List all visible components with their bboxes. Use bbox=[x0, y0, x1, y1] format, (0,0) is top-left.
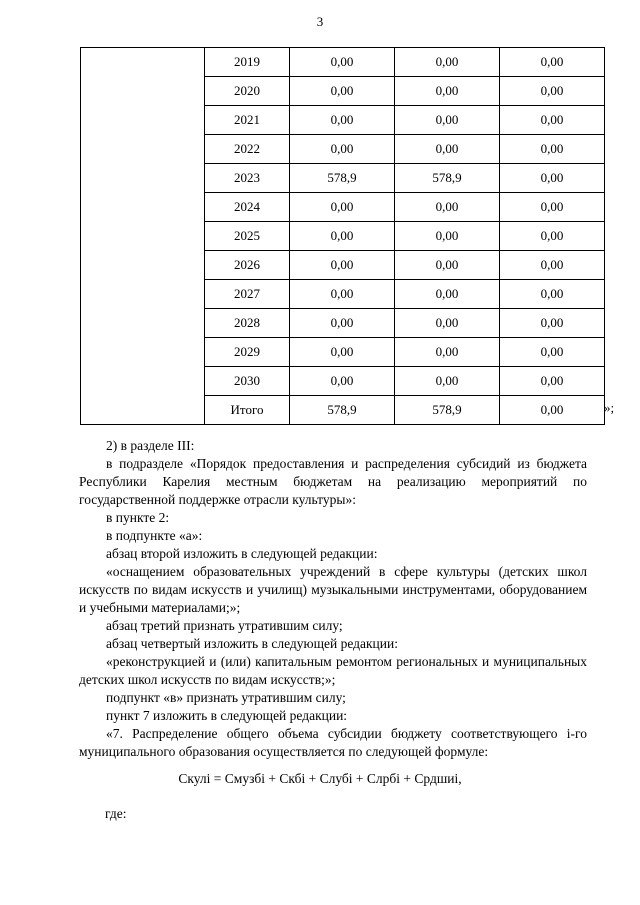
value-cell: 0,00 bbox=[500, 280, 605, 309]
value-cell: 0,00 bbox=[500, 48, 605, 77]
value-cell: 0,00 bbox=[290, 106, 395, 135]
value-cell: 0,00 bbox=[395, 367, 500, 396]
budget-table bbox=[80, 47, 605, 425]
year-cell: 2020 bbox=[205, 77, 290, 106]
value-cell: 0,00 bbox=[290, 222, 395, 251]
year-cell: 2027 bbox=[205, 280, 290, 309]
value-cell: 0,00 bbox=[395, 48, 500, 77]
value-cell: 0,00 bbox=[395, 222, 500, 251]
formula: Скулі = Смузбі + Скбі + Слубі + Слрбі + Срдшиі, bbox=[178, 771, 462, 786]
value-cell: 0,00 bbox=[500, 396, 605, 425]
value-cell: 0,00 bbox=[395, 135, 500, 164]
value-cell: 0,00 bbox=[500, 222, 605, 251]
year-cell: 2024 bbox=[205, 193, 290, 222]
paragraph: пункт 7 изложить в следующей редакции: bbox=[106, 708, 348, 723]
value-cell: 0,00 bbox=[500, 164, 605, 193]
value-cell: 0,00 bbox=[500, 367, 605, 396]
value-cell: 0,00 bbox=[500, 309, 605, 338]
paragraph: «реконструкцией и (или) капитальным ремонтом региональных и муниципальных детских школ искусств по видам искусств;»; bbox=[79, 654, 587, 687]
paragraph: абзац второй изложить в следующей редакции: bbox=[106, 546, 378, 561]
value-cell: 0,00 bbox=[500, 338, 605, 367]
paragraph: подпункт «в» признать утратившим силу; bbox=[106, 690, 346, 705]
value-cell: 0,00 bbox=[395, 77, 500, 106]
paragraph: абзац четвертый изложить в следующей редакции: bbox=[106, 636, 398, 651]
amendment-text bbox=[79, 437, 587, 761]
value-cell: 0,00 bbox=[500, 106, 605, 135]
paragraph: в подпункте «а»: bbox=[106, 528, 203, 543]
page-number: 3 bbox=[316, 14, 324, 29]
paragraph: 2) в разделе III: bbox=[106, 438, 195, 453]
value-cell: 0,00 bbox=[395, 280, 500, 309]
value-cell: 578,9 bbox=[290, 396, 395, 425]
year-cell: 2021 bbox=[205, 106, 290, 135]
total-label-cell: Итого bbox=[205, 396, 290, 425]
value-cell: 0,00 bbox=[395, 193, 500, 222]
year-cell: 2029 bbox=[205, 338, 290, 367]
where-label: где: bbox=[105, 806, 127, 821]
value-cell: 0,00 bbox=[290, 135, 395, 164]
paragraph: «7. Распределение общего объема субсидии бюджету соответствующего i-го муниципального образования осуществляется по следующей формуле: bbox=[79, 726, 587, 759]
year-cell: 2026 bbox=[205, 251, 290, 280]
paragraph: «оснащением образовательных учреждений в сфере культуры (детских школ искусств по видам искусств и училищ) музыкальными инструментами, оборудованием и учебными материалами;»; bbox=[79, 564, 587, 615]
paragraph: в подразделе «Порядок предоставления и распределения субсидий из бюджета Республики Карелия местным бюджетам на реализацию мероприятий по государственной поддержке отрасли культуры»: bbox=[79, 456, 587, 507]
value-cell: 0,00 bbox=[290, 193, 395, 222]
table-row bbox=[81, 48, 605, 77]
value-cell: 0,00 bbox=[500, 135, 605, 164]
value-cell: 0,00 bbox=[290, 367, 395, 396]
year-cell: 2028 bbox=[205, 309, 290, 338]
value-cell: 0,00 bbox=[395, 309, 500, 338]
value-cell: 0,00 bbox=[500, 251, 605, 280]
value-cell: 0,00 bbox=[290, 338, 395, 367]
value-cell: 0,00 bbox=[500, 193, 605, 222]
value-cell: 0,00 bbox=[290, 280, 395, 309]
year-cell: 2019 bbox=[205, 48, 290, 77]
year-cell: 2023 bbox=[205, 164, 290, 193]
value-cell: 0,00 bbox=[290, 77, 395, 106]
value-cell: 578,9 bbox=[395, 164, 500, 193]
value-cell: 578,9 bbox=[290, 164, 395, 193]
value-cell: 0,00 bbox=[500, 77, 605, 106]
value-cell: 0,00 bbox=[290, 309, 395, 338]
year-cell: 2025 bbox=[205, 222, 290, 251]
year-cell: 2022 bbox=[205, 135, 290, 164]
value-cell: 0,00 bbox=[290, 48, 395, 77]
value-cell: 0,00 bbox=[395, 338, 500, 367]
table-closing-quote: »; bbox=[604, 400, 615, 415]
value-cell: 578,9 bbox=[395, 396, 500, 425]
paragraph: в пункте 2: bbox=[106, 510, 170, 525]
value-cell: 0,00 bbox=[395, 251, 500, 280]
year-cell: 2030 bbox=[205, 367, 290, 396]
value-cell: 0,00 bbox=[395, 106, 500, 135]
merged-blank-cell bbox=[81, 48, 205, 425]
paragraph: абзац третий признать утратившим силу; bbox=[106, 618, 343, 633]
value-cell: 0,00 bbox=[290, 251, 395, 280]
